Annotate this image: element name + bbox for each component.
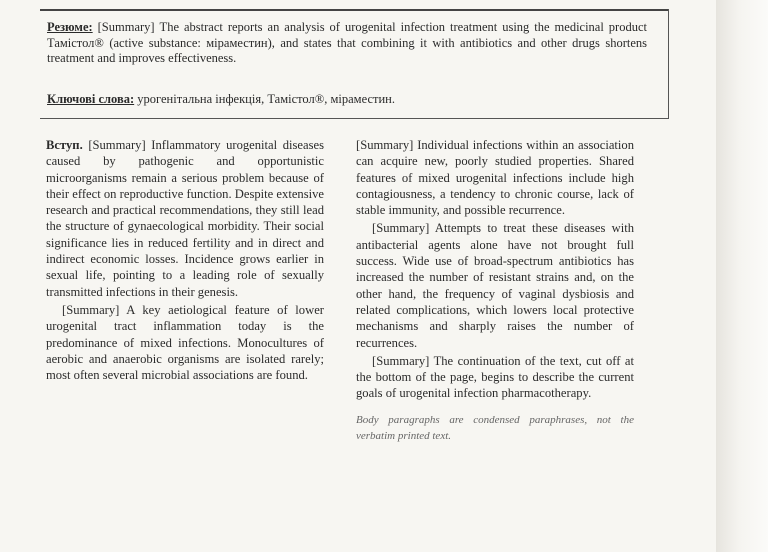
top-rule	[40, 9, 668, 11]
abstract-side-rule	[668, 9, 669, 119]
left-column	[46, 137, 324, 383]
abstract-label: Резюме:	[47, 20, 93, 34]
summary-note: Body paragraphs are condensed paraphrases, not the verbatim printed text.	[356, 413, 634, 443]
antibiotic-resistance-paragraph: [Summary] Attempts to treat these diseases with antibacterial agents alone have not brought full success. Wide use of broad-spectrum antibiotics has increased the number of resistant strains and, on the other hand, the frequency of vaginal dysbiosis and related complications, which lowers local protective mechanisms and sharply raises the number of recurrences.	[356, 221, 634, 350]
abstract-text: [Summary] The abstract reports an analysis of urogenital infection treatment using the medicinal product Тамістол® (active substance: міраместин), and states that combining it with antibiotics and other drugs shortens treatment and improves effectiveness.	[47, 20, 647, 65]
abstract-block	[47, 20, 647, 67]
abstract-bottom-rule	[40, 118, 668, 119]
etiology-paragraph: [Summary] A key aetiological feature of lower urogenital tract inflammation today is the predominance of mixed infections. Monocultures of aerobic and anaerobic organisms are isolated rarely; most often several microbial associations are found.	[46, 302, 324, 383]
keywords-block	[47, 92, 667, 108]
intro-text: [Summary] Inflammatory urogenital diseases caused by pathogenic and opportunistic microorganisms remain a serious problem because of their effect on reproductive function. Despite extensive research and practical recommendations, they still lead the structure of gynaecological morbidity. Their social significance lies in reduced fertility and in direct and indirect economic losses. Incidence grows earlier in sexual life, pointing to a leading role of sexually transmitted infections in their genesis.	[46, 138, 324, 299]
right-column	[356, 137, 634, 444]
therapy-goals-paragraph: [Summary] The continuation of the text, cut off at the bottom of the page, begins to describe the current goals of urogenital infection pharmacotherapy.	[356, 353, 634, 401]
keywords-label: Ключові слова:	[47, 92, 135, 106]
page-edge	[716, 0, 768, 552]
mixed-infection-paragraph: [Summary] Individual infections within an association can acquire new, poorly studied properties. Shared features of mixed urogenital infections include high contagiousness, a tendency to chronic course, lack of stable immunity, and possible recurrence.	[356, 138, 634, 218]
keywords-text: урогенітальна інфекція, Тамістол®, міраместин.	[137, 92, 395, 106]
intro-heading: Вступ.	[46, 138, 83, 152]
intro-paragraph	[46, 137, 324, 300]
